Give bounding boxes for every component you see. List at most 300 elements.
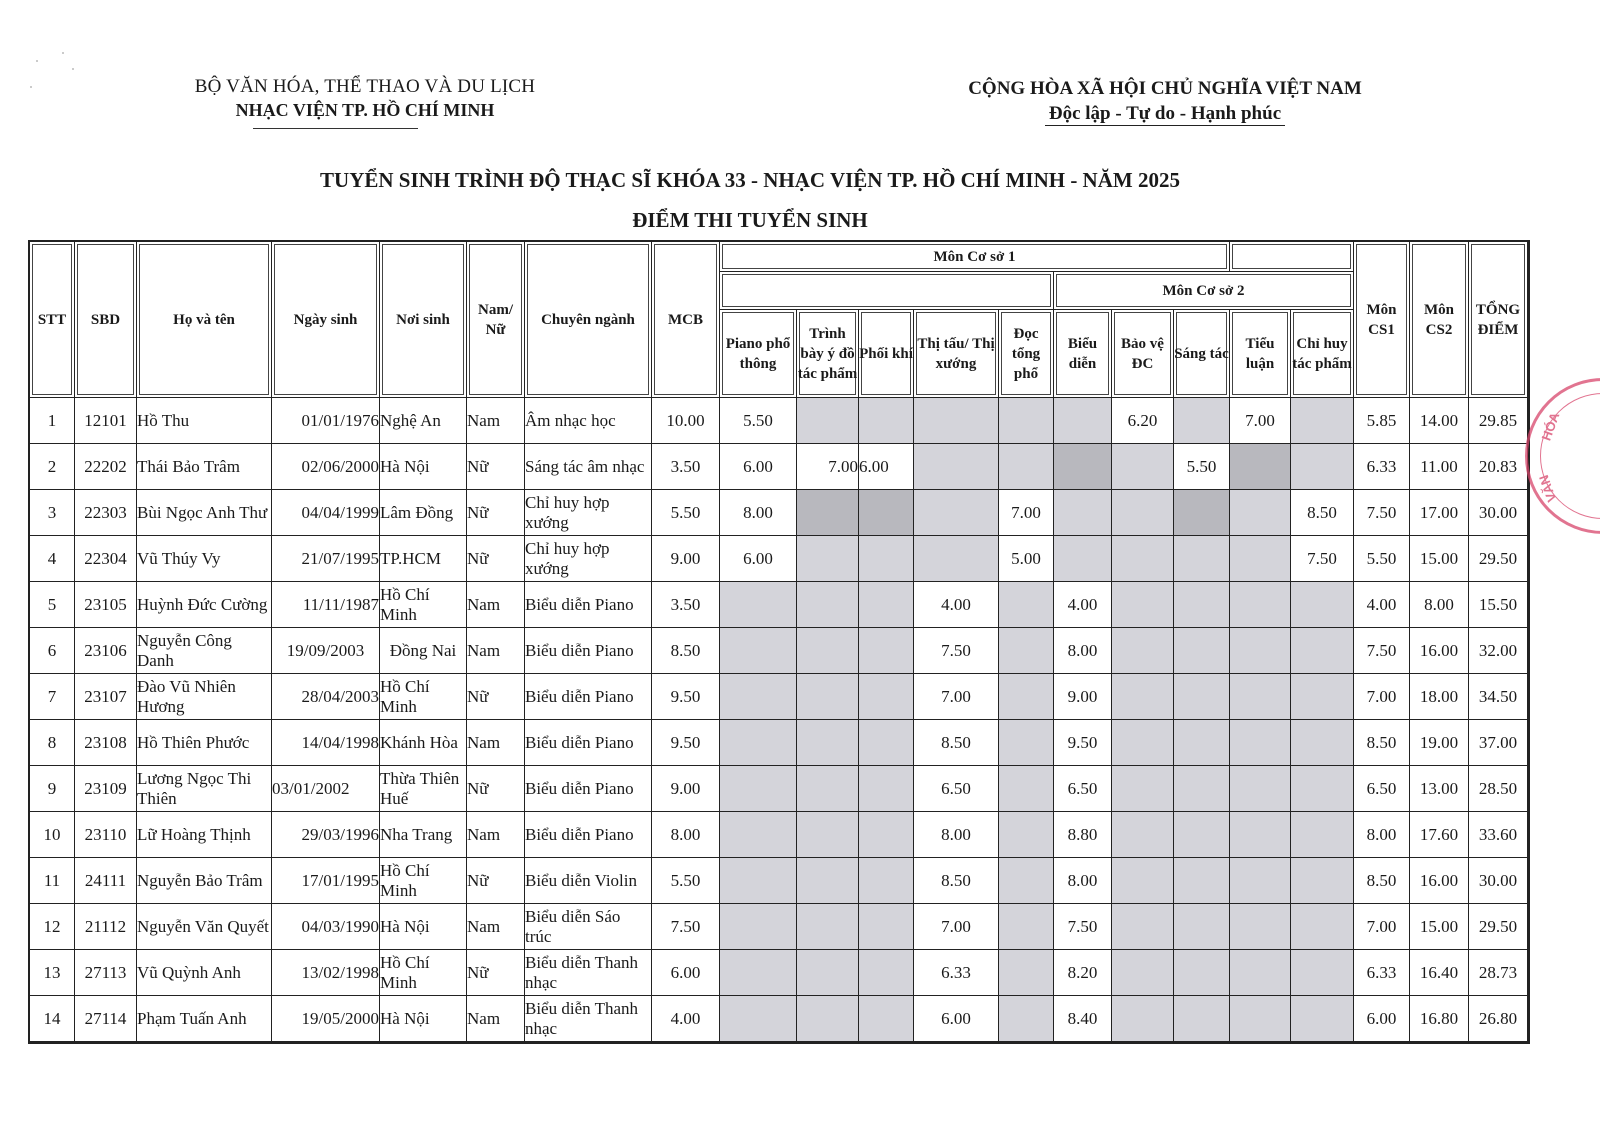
cell-pob: Lâm Đồng (380, 490, 467, 536)
cell-trinh-bay (797, 536, 859, 582)
cell-mcb: 5.50 (652, 858, 720, 904)
cell-cs1: 8.00 (1354, 812, 1410, 858)
cell-stt: 12 (30, 904, 75, 950)
cell-cs2: 14.00 (1410, 398, 1469, 444)
cell-cs1: 6.33 (1354, 950, 1410, 996)
cell-sbd: 27114 (75, 996, 137, 1042)
cell-phoi-khi (859, 582, 914, 628)
cell-trinh-bay (797, 996, 859, 1042)
cell-major: Âm nhạc học (525, 398, 652, 444)
cell-doc-tong-pho (999, 398, 1054, 444)
cell-sang-tac (1174, 858, 1230, 904)
cell-sang-tac: 5.50 (1174, 444, 1230, 490)
cell-dob: 04/04/1999 (272, 490, 380, 536)
table-row (30, 536, 1528, 582)
cell-doc-tong-pho (999, 858, 1054, 904)
col-header-thi-tau: Thị tấu/ Thị xướng (914, 310, 999, 398)
cell-name: Hồ Thiên Phước (137, 720, 272, 766)
col-header-total: TỔNG ĐIỂM (1469, 242, 1528, 398)
col-header-bieu-dien: Biểu diễn (1054, 310, 1112, 398)
cell-phoi-khi (859, 628, 914, 674)
cell-mcb: 4.00 (652, 996, 720, 1042)
cell-cs2: 18.00 (1410, 674, 1469, 720)
table-row (30, 766, 1528, 812)
cell-doc-tong-pho (999, 720, 1054, 766)
cell-gender: Nam (467, 996, 525, 1042)
cell-total: 32.00 (1469, 628, 1528, 674)
cell-name: Thái Bảo Trâm (137, 444, 272, 490)
cell-bieu-dien: 6.50 (1054, 766, 1112, 812)
cell-tieu-luan (1230, 628, 1291, 674)
table-row (30, 720, 1528, 766)
cell-bieu-dien: 7.50 (1054, 904, 1112, 950)
cell-cs1: 7.50 (1354, 628, 1410, 674)
cell-gender: Nữ (467, 674, 525, 720)
cell-mcb: 9.50 (652, 720, 720, 766)
cell-bao-ve (1112, 812, 1174, 858)
cell-trinh-bay (797, 674, 859, 720)
cell-bieu-dien (1054, 398, 1112, 444)
cell-phoi-khi (859, 904, 914, 950)
country-name: CỘNG HÒA XÃ HỘI CHỦ NGHĨA VIỆT NAM (968, 78, 1362, 99)
cell-gender: Nữ (467, 536, 525, 582)
cell-major: Chỉ huy hợp xướng (525, 490, 652, 536)
col-subgroup-blank (720, 272, 1054, 310)
cell-bao-ve (1112, 766, 1174, 812)
cell-cs2: 11.00 (1410, 444, 1469, 490)
cell-piano (720, 766, 797, 812)
cell-tieu-luan (1230, 812, 1291, 858)
cell-trinh-bay (797, 858, 859, 904)
col-header-dob: Ngày sinh (272, 242, 380, 398)
cell-doc-tong-pho: 5.00 (999, 536, 1054, 582)
col-header-phoi-khi: Phối khí (859, 310, 914, 398)
cell-sang-tac (1174, 398, 1230, 444)
cell-total: 26.80 (1469, 996, 1528, 1042)
cell-bieu-dien: 9.50 (1054, 720, 1112, 766)
cell-total: 37.00 (1469, 720, 1528, 766)
cell-thi-tau: 6.00 (914, 996, 999, 1042)
table-row (30, 950, 1528, 996)
col-header-sbd: SBD (75, 242, 137, 398)
cell-trinh-bay (797, 904, 859, 950)
cell-mcb: 7.50 (652, 904, 720, 950)
cell-piano: 6.00 (720, 536, 797, 582)
document-subtitle: ĐIỂM THI TUYỂN SINH (632, 208, 868, 232)
cell-thi-tau: 4.00 (914, 582, 999, 628)
cell-major: Biểu diễn Piano (525, 628, 652, 674)
cell-tieu-luan (1230, 582, 1291, 628)
cell-dob: 17/01/1995 (272, 858, 380, 904)
cell-major: Biểu diễn Violin (525, 858, 652, 904)
cell-tieu-luan (1230, 950, 1291, 996)
cell-stt: 7 (30, 674, 75, 720)
cell-sang-tac (1174, 950, 1230, 996)
cell-gender: Nữ (467, 950, 525, 996)
cell-sang-tac (1174, 490, 1230, 536)
header-left (160, 76, 570, 121)
cell-mcb: 8.00 (652, 812, 720, 858)
cell-bieu-dien: 8.40 (1054, 996, 1112, 1042)
cell-name: Nguyễn Bảo Trâm (137, 858, 272, 904)
cell-tieu-luan: 7.00 (1230, 398, 1291, 444)
cell-cs2: 15.00 (1410, 904, 1469, 950)
cell-bieu-dien: 8.00 (1054, 858, 1112, 904)
cell-cs1: 5.50 (1354, 536, 1410, 582)
cell-bao-ve (1112, 490, 1174, 536)
cell-sang-tac (1174, 628, 1230, 674)
cell-mcb: 10.00 (652, 398, 720, 444)
cell-sang-tac (1174, 674, 1230, 720)
cell-trinh-bay (797, 582, 859, 628)
table-row (30, 858, 1528, 904)
cell-dob: 14/04/1998 (272, 720, 380, 766)
cell-doc-tong-pho (999, 904, 1054, 950)
cell-gender: Nam (467, 812, 525, 858)
cell-major: Biểu diễn Thanh nhạc (525, 950, 652, 996)
cell-dob: 19/09/2003 (272, 628, 380, 674)
cell-bao-ve (1112, 444, 1174, 490)
col-header-gender: Nam/ Nữ (467, 242, 525, 398)
cell-mcb: 9.00 (652, 536, 720, 582)
cell-name: Lữ Hoàng Thịnh (137, 812, 272, 858)
cell-piano (720, 628, 797, 674)
cell-major: Sáng tác âm nhạc (525, 444, 652, 490)
cell-total: 34.50 (1469, 674, 1528, 720)
col-header-sang-tac: Sáng tác (1174, 310, 1230, 398)
cell-piano (720, 812, 797, 858)
cell-dob: 28/04/2003 (272, 674, 380, 720)
col-header-cs1: Môn CS1 (1354, 242, 1410, 398)
cell-bao-ve (1112, 674, 1174, 720)
cell-thi-tau: 8.50 (914, 720, 999, 766)
cell-chi-huy (1291, 996, 1354, 1042)
cell-cs1: 5.85 (1354, 398, 1410, 444)
cell-name: Bùi Ngọc Anh Thư (137, 490, 272, 536)
cell-dob: 03/01/2002 (272, 766, 380, 812)
cell-chi-huy (1291, 950, 1354, 996)
cell-piano (720, 720, 797, 766)
cell-thi-tau (914, 398, 999, 444)
cell-bao-ve (1112, 904, 1174, 950)
cell-mcb: 6.00 (652, 950, 720, 996)
cell-thi-tau: 7.00 (914, 674, 999, 720)
cell-sang-tac (1174, 904, 1230, 950)
cell-phoi-khi (859, 674, 914, 720)
cell-bieu-dien (1054, 490, 1112, 536)
cell-phoi-khi (859, 766, 914, 812)
cell-thi-tau: 7.50 (914, 628, 999, 674)
cell-trinh-bay: 7.00 (797, 444, 859, 490)
col-group-blank (1230, 242, 1354, 272)
cell-trinh-bay (797, 398, 859, 444)
cell-doc-tong-pho (999, 950, 1054, 996)
cell-pob: Hà Nội (380, 996, 467, 1042)
cell-sang-tac (1174, 766, 1230, 812)
cell-sbd: 23106 (75, 628, 137, 674)
cell-mcb: 9.00 (652, 766, 720, 812)
table-row (30, 628, 1528, 674)
cell-bieu-dien (1054, 444, 1112, 490)
cell-tieu-luan (1230, 536, 1291, 582)
cell-phoi-khi (859, 398, 914, 444)
cell-chi-huy (1291, 628, 1354, 674)
cell-total: 29.50 (1469, 904, 1528, 950)
cell-stt: 9 (30, 766, 75, 812)
cell-pob: Hồ Chí Minh (380, 950, 467, 996)
cell-chi-huy (1291, 398, 1354, 444)
cell-cs2: 8.00 (1410, 582, 1469, 628)
cell-gender: Nam (467, 582, 525, 628)
cell-sbd: 22303 (75, 490, 137, 536)
col-header-piano: Piano phổ thông (720, 310, 797, 398)
cell-gender: Nam (467, 398, 525, 444)
cell-pob: Hồ Chí Minh (380, 582, 467, 628)
cell-name: Nguyễn Công Danh (137, 628, 272, 674)
table-row (30, 444, 1528, 490)
cell-sbd: 21112 (75, 904, 137, 950)
cell-sang-tac (1174, 812, 1230, 858)
cell-stt: 13 (30, 950, 75, 996)
cell-stt: 5 (30, 582, 75, 628)
cell-pob: Khánh Hòa (380, 720, 467, 766)
cell-gender: Nam (467, 904, 525, 950)
cell-sbd: 12101 (75, 398, 137, 444)
cell-trinh-bay (797, 950, 859, 996)
cell-dob: 21/07/1995 (272, 536, 380, 582)
cell-pob: Hà Nội (380, 904, 467, 950)
cell-stt: 14 (30, 996, 75, 1042)
cell-gender: Nữ (467, 858, 525, 904)
col-header-name: Họ và tên (137, 242, 272, 398)
cell-stt: 1 (30, 398, 75, 444)
cell-doc-tong-pho (999, 996, 1054, 1042)
cell-cs2: 16.80 (1410, 996, 1469, 1042)
cell-bao-ve (1112, 858, 1174, 904)
cell-major: Biểu diễn Piano (525, 812, 652, 858)
cell-major: Biểu diễn Piano (525, 582, 652, 628)
cell-bieu-dien: 8.20 (1054, 950, 1112, 996)
cell-dob: 13/02/1998 (272, 950, 380, 996)
cell-gender: Nam (467, 720, 525, 766)
cell-cs1: 6.33 (1354, 444, 1410, 490)
cell-total: 29.50 (1469, 536, 1528, 582)
cell-total: 15.50 (1469, 582, 1528, 628)
cell-total: 20.83 (1469, 444, 1528, 490)
cell-trinh-bay (797, 766, 859, 812)
cell-mcb: 3.50 (652, 582, 720, 628)
cell-sang-tac (1174, 582, 1230, 628)
cell-dob: 02/06/2000 (272, 444, 380, 490)
cell-piano (720, 950, 797, 996)
cell-bieu-dien: 8.00 (1054, 628, 1112, 674)
cell-bao-ve (1112, 628, 1174, 674)
cell-pob: TP.HCM (380, 536, 467, 582)
cell-name: Đào Vũ Nhiên Hương (137, 674, 272, 720)
cell-thi-tau (914, 490, 999, 536)
cell-bao-ve (1112, 950, 1174, 996)
cell-cs1: 7.00 (1354, 904, 1410, 950)
cell-trinh-bay (797, 628, 859, 674)
cell-total: 29.85 (1469, 398, 1528, 444)
cell-doc-tong-pho (999, 582, 1054, 628)
cell-piano (720, 996, 797, 1042)
cell-pob: Hồ Chí Minh (380, 674, 467, 720)
cell-thi-tau: 6.50 (914, 766, 999, 812)
cell-tieu-luan (1230, 490, 1291, 536)
cell-doc-tong-pho (999, 766, 1054, 812)
cell-chi-huy (1291, 766, 1354, 812)
cell-bao-ve (1112, 996, 1174, 1042)
cell-stt: 8 (30, 720, 75, 766)
cell-stt: 11 (30, 858, 75, 904)
cell-total: 30.00 (1469, 858, 1528, 904)
cell-dob: 11/11/1987 (272, 582, 380, 628)
cell-mcb: 8.50 (652, 628, 720, 674)
cell-major: Chỉ huy hợp xướng (525, 536, 652, 582)
cell-piano (720, 904, 797, 950)
cell-gender: Nữ (467, 444, 525, 490)
cell-stt: 10 (30, 812, 75, 858)
cell-name: Hồ Thu (137, 398, 272, 444)
cell-total: 28.73 (1469, 950, 1528, 996)
cell-tieu-luan (1230, 858, 1291, 904)
cell-major: Biểu diễn Piano (525, 720, 652, 766)
cell-cs1: 7.50 (1354, 490, 1410, 536)
cell-cs2: 19.00 (1410, 720, 1469, 766)
scores-body (30, 398, 1528, 1042)
cell-thi-tau (914, 536, 999, 582)
header-right (930, 78, 1400, 126)
cell-bieu-dien: 4.00 (1054, 582, 1112, 628)
table-row (30, 996, 1528, 1042)
cell-sbd: 23108 (75, 720, 137, 766)
cell-total: 30.00 (1469, 490, 1528, 536)
cell-bao-ve (1112, 720, 1174, 766)
cell-dob: 29/03/1996 (272, 812, 380, 858)
cell-cs2: 13.00 (1410, 766, 1469, 812)
table-row (30, 674, 1528, 720)
cell-trinh-bay (797, 490, 859, 536)
cell-pob: Thừa Thiên Huế (380, 766, 467, 812)
cell-gender: Nữ (467, 766, 525, 812)
cell-mcb: 3.50 (652, 444, 720, 490)
cell-sang-tac (1174, 536, 1230, 582)
cell-sbd: 23110 (75, 812, 137, 858)
cell-name: Nguyễn Văn Quyết (137, 904, 272, 950)
cell-dob: 04/03/1990 (272, 904, 380, 950)
cell-major: Biểu diễn Sáo trúc (525, 904, 652, 950)
cell-cs1: 4.00 (1354, 582, 1410, 628)
col-header-cs2: Môn CS2 (1410, 242, 1469, 398)
cell-doc-tong-pho: 7.00 (999, 490, 1054, 536)
cell-mcb: 5.50 (652, 490, 720, 536)
col-group-cs2: Môn Cơ sở 2 (1054, 272, 1354, 310)
cell-doc-tong-pho (999, 628, 1054, 674)
cell-piano: 5.50 (720, 398, 797, 444)
cell-bao-ve (1112, 536, 1174, 582)
cell-tieu-luan (1230, 766, 1291, 812)
document-title: TUYỂN SINH TRÌNH ĐỘ THẠC SĨ KHÓA 33 - NHẠC VIỆN TP. HỒ CHÍ MINH - NĂM 2025 (320, 168, 1180, 192)
cell-name: Lương Ngọc Thi Thiên (137, 766, 272, 812)
cell-stt: 6 (30, 628, 75, 674)
cell-phoi-khi (859, 996, 914, 1042)
cell-piano (720, 582, 797, 628)
cell-trinh-bay (797, 720, 859, 766)
cell-chi-huy: 8.50 (1291, 490, 1354, 536)
table-row (30, 398, 1528, 444)
cell-thi-tau: 8.00 (914, 812, 999, 858)
cell-sbd: 23105 (75, 582, 137, 628)
cell-sang-tac (1174, 996, 1230, 1042)
col-header-pob: Nơi sinh (380, 242, 467, 398)
cell-total: 33.60 (1469, 812, 1528, 858)
cell-doc-tong-pho (999, 444, 1054, 490)
cell-major: Biểu diễn Piano (525, 674, 652, 720)
cell-trinh-bay (797, 812, 859, 858)
cell-piano (720, 858, 797, 904)
cell-tieu-luan (1230, 674, 1291, 720)
cell-phoi-khi (859, 536, 914, 582)
col-header-stt: STT (30, 242, 75, 398)
table-row (30, 582, 1528, 628)
institution-name: NHẠC VIỆN TP. HỒ CHÍ MINH (235, 100, 495, 120)
ministry-name: BỘ VĂN HÓA, THỂ THAO VÀ DU LỊCH (194, 76, 536, 97)
cell-tieu-luan (1230, 444, 1291, 490)
cell-cs2: 16.00 (1410, 858, 1469, 904)
cell-major: Biểu diễn Thanh nhạc (525, 996, 652, 1042)
cell-pob: Hồ Chí Minh (380, 858, 467, 904)
table-row (30, 490, 1528, 536)
cell-chi-huy (1291, 720, 1354, 766)
cell-gender: Nữ (467, 490, 525, 536)
cell-phoi-khi (859, 858, 914, 904)
cell-tieu-luan (1230, 720, 1291, 766)
cell-total: 28.50 (1469, 766, 1528, 812)
col-header-mcb: MCB (652, 242, 720, 398)
cell-dob: 19/05/2000 (272, 996, 380, 1042)
cell-pob: Hà Nội (380, 444, 467, 490)
cell-bieu-dien (1054, 536, 1112, 582)
cell-sbd: 22202 (75, 444, 137, 490)
cell-phoi-khi: 6.00 (859, 444, 914, 490)
cell-sang-tac (1174, 720, 1230, 766)
cell-cs1: 8.50 (1354, 858, 1410, 904)
cell-major: Biểu diễn Piano (525, 766, 652, 812)
cell-bao-ve (1112, 582, 1174, 628)
table-row (30, 904, 1528, 950)
cell-thi-tau: 6.33 (914, 950, 999, 996)
cell-doc-tong-pho (999, 812, 1054, 858)
cell-pob: Đồng Nai (380, 628, 467, 674)
cell-cs2: 17.60 (1410, 812, 1469, 858)
cell-cs1: 6.00 (1354, 996, 1410, 1042)
cell-chi-huy (1291, 858, 1354, 904)
col-header-doc-tong-pho: Đọc tổng phổ (999, 310, 1054, 398)
cell-bao-ve: 6.20 (1112, 398, 1174, 444)
cell-piano: 8.00 (720, 490, 797, 536)
cell-cs2: 15.00 (1410, 536, 1469, 582)
cell-chi-huy (1291, 444, 1354, 490)
col-header-trinh-bay: Trình bày ý đồ tác phẩm (797, 310, 859, 398)
cell-sbd: 23109 (75, 766, 137, 812)
cell-bieu-dien: 8.80 (1054, 812, 1112, 858)
cell-phoi-khi (859, 950, 914, 996)
col-header-chi-huy: Chỉ huy tác phẩm (1291, 310, 1354, 398)
cell-cs2: 16.40 (1410, 950, 1469, 996)
cell-phoi-khi (859, 812, 914, 858)
cell-stt: 3 (30, 490, 75, 536)
